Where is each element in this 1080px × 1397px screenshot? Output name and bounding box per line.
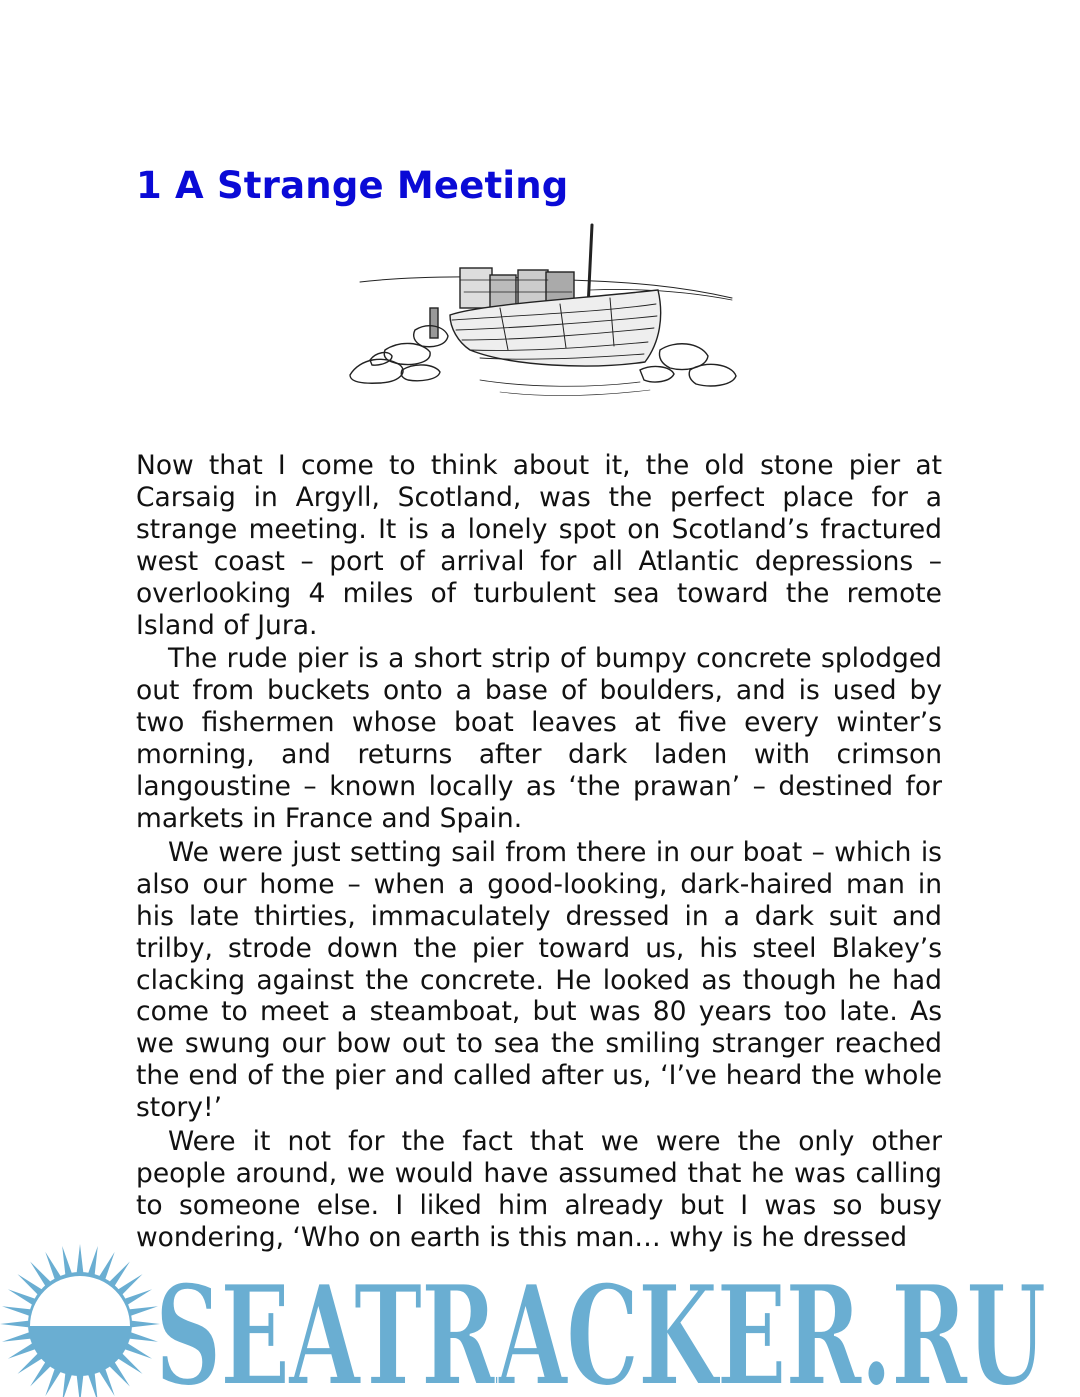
paragraph: Were it not for the fact that we were the only other people around, we would have assumed that he was calling to someone else. I liked him already but I was so busy wondering, ‘Who on earth is this man… why is he dressed [136, 1126, 942, 1253]
sun-ray [2, 1332, 32, 1342]
watermark-text: SEATRACKER.RU [155, 1254, 1045, 1397]
sun-ray [128, 1332, 158, 1342]
sun-burst-icon [0, 1244, 160, 1397]
boat-illustration [340, 220, 740, 405]
paragraph: Now that I come to think about it, the old stone pier at Carsaig in Argyll, Scotland, was the perfect place for a strange meeting. It is a lonely spot on Scotland’s fractured west coast – port of arrival for all Atlantic depressions – overlooking 4 miles of turbulent sea toward the remote Island of Jura. [136, 450, 942, 641]
sun-ray [8, 1343, 37, 1359]
paragraph: The rude pier is a short strip of bumpy concrete splodged out from buckets onto a base of boulders, and is used by two fishermen whose boat leaves at five every winter’s morning, and returns after dark laden with crimson langoustine – known locally as ‘the prawan’ – destined for markets in France and Spain. [136, 643, 942, 834]
sun-ray [45, 1252, 61, 1281]
sun-ray [123, 1343, 152, 1359]
sun-ray [128, 1306, 158, 1316]
sun-ray [2, 1306, 32, 1316]
sun-ray [88, 1246, 98, 1276]
paragraph: We were just setting sail from there in our boat – which is also our home – when a good-looking, dark-haired man in his late thirties, immaculately dressed in a dark suit and trilby, strode down the pier toward us, his steel Blakey’s clacking against the concrete. He looked as though he had come to meet a steamboat, but was 80 years too late. As we swung our bow out to sea the smiling stranger reached the end of the pier and called after us, ‘I’ve heard the whole story!’ [136, 836, 942, 1124]
watermark [0, 1234, 1080, 1397]
chapter-title: 1 A Strange Meeting [136, 164, 569, 207]
sun-ray [99, 1367, 115, 1396]
sun-ray [45, 1367, 61, 1396]
sun-ray [99, 1252, 115, 1281]
sun-ray [0, 1321, 30, 1328]
sun-ray [8, 1289, 37, 1305]
sun-ray [77, 1244, 84, 1274]
sun-ray [77, 1374, 84, 1397]
sun-ray [62, 1372, 72, 1397]
sun-ray [62, 1246, 72, 1276]
sun-ray [88, 1372, 98, 1397]
chapter-body [136, 450, 942, 1256]
sun-ray [123, 1289, 152, 1305]
